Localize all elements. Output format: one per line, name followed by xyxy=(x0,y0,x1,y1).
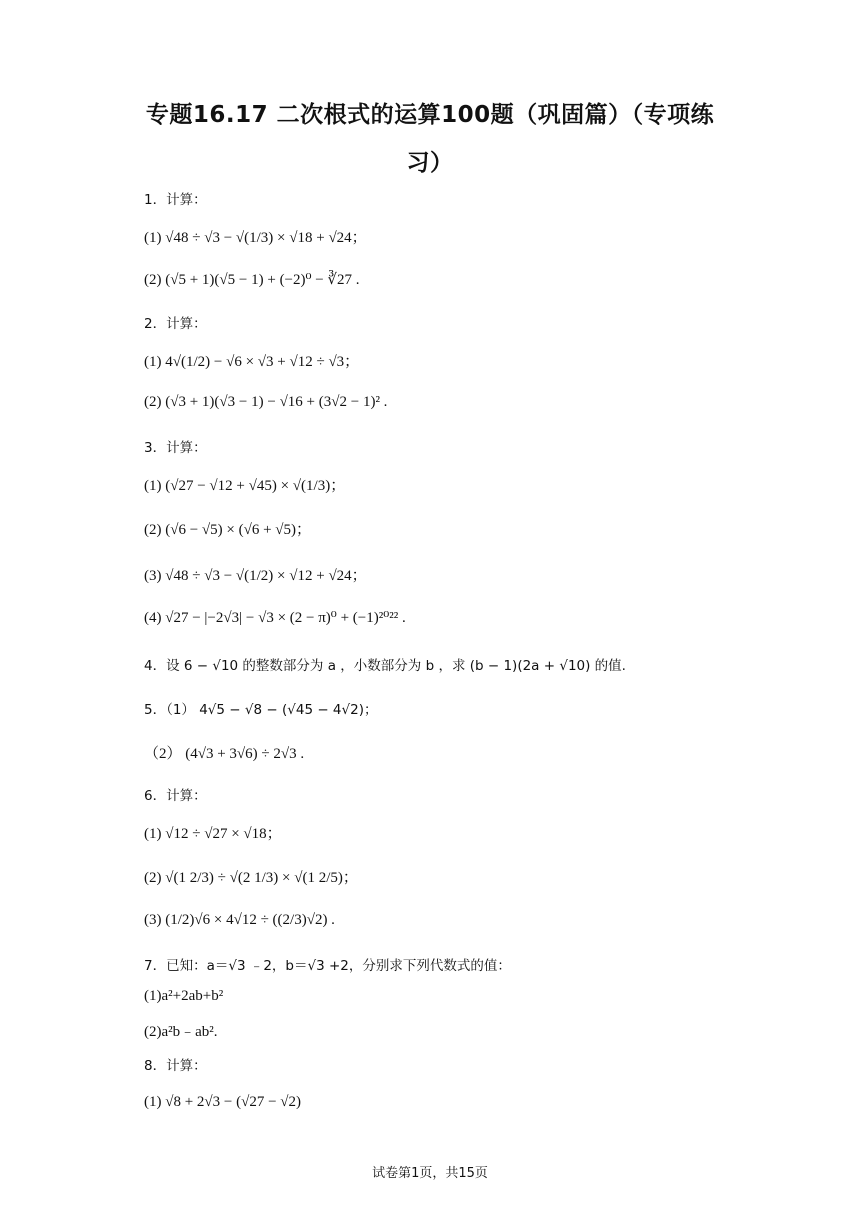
question-2-part-2: (2) (√3 + 1)(√3 − 1) − √16 + (3√2 − 1)² . xyxy=(144,394,388,410)
question-7-part-1: (1)a²+2ab+b² xyxy=(144,988,224,1004)
question-6-heading: 6．计算： xyxy=(144,788,207,804)
question-7-part-2: (2)a²b﹣ab². xyxy=(144,1024,218,1040)
question-8-part-1: (1) √8 + 2√3 − (√27 − √2) xyxy=(144,1094,302,1110)
question-4-text: 4．设 6 − √10 的整数部分为 a ，小数部分为 b ，求 (b − 1)(2a + √10) 的值. xyxy=(144,658,626,674)
question-6-part-3: (3) (1/2)√6 × 4√12 ÷ ((2/3)√2) . xyxy=(144,912,335,928)
question-3-part-1: (1) (√27 − √12 + √45) × √(1/3)； xyxy=(144,478,346,494)
question-7-text: 7．已知：a＝√3 ﹣2，b＝√3 +2，分别求下列代数式的值： xyxy=(144,958,511,974)
document-title-line-2: 习） xyxy=(406,150,454,176)
question-3-part-3: (3) √48 ÷ √3 − √(1/2) × √12 + √24； xyxy=(144,568,367,584)
page-footer: 试卷第1页，共15页 xyxy=(372,1166,488,1181)
question-6-part-2: (2) √(1 2/3) ÷ √(2 1/3) × √(1 2/5)； xyxy=(144,870,358,886)
question-6-part-1: (1) √12 ÷ √27 × √18； xyxy=(144,826,282,842)
question-2-part-1: (1) 4√(1/2) − √6 × √3 + √12 ÷ √3； xyxy=(144,354,360,370)
document-title-line-1: 专题16.17 二次根式的运算100题（巩固篇）（专项练 xyxy=(145,102,715,128)
question-3-heading: 3．计算： xyxy=(144,440,207,456)
question-1-heading: 1．计算： xyxy=(144,192,207,208)
question-3-part-4: (4) √27 − |−2√3| − √3 × (2 − π)⁰ + (−1)²⁰²² . xyxy=(144,610,406,626)
question-1-part-2: (2) (√5 + 1)(√5 − 1) + (−2)⁰ − ∛27 . xyxy=(144,272,360,288)
question-2-heading: 2．计算： xyxy=(144,316,207,332)
question-1-part-1: (1) √48 ÷ √3 − √(1/3) × √18 + √24； xyxy=(144,230,367,246)
question-3-part-2: (2) (√6 − √5) × (√6 + √5)； xyxy=(144,522,312,538)
question-5-part-1: 5．（1） 4√5 − √8 − (√45 − 4√2)； xyxy=(144,702,378,718)
question-5-part-2: （2） (4√3 + 3√6) ÷ 2√3 . xyxy=(144,746,305,762)
question-8-heading: 8．计算： xyxy=(144,1058,207,1074)
